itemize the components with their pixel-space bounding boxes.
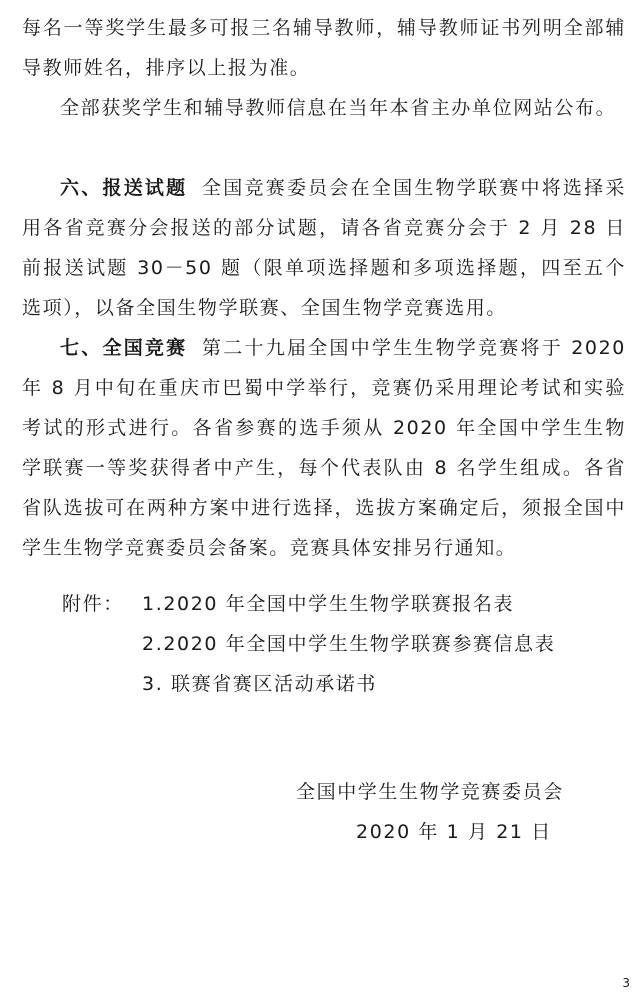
section-7-heading: 七、全国竞赛 — [60, 337, 188, 359]
section-6-body: 全国竞赛委员会在全国生物学联赛中将选择采用各省竞赛分会报送的部分试题，请各省竞赛分会于 2 月 28 日前报送试题 30－50 题（限单项选择题和多项选择题，四至五个选项），以备全国生物学联赛、全国生物学竞赛选用。 — [22, 177, 626, 319]
attachment-item-3: 3. 联赛省赛区活动承诺书 — [142, 673, 377, 695]
attachment-item-1: 1.2020 年全国中学生生物学联赛报名表 — [142, 593, 515, 615]
paragraph-publish: 全部获奖学生和辅导教师信息在当年本省主办单位网站公布。 — [60, 97, 617, 119]
attachments-label: 附件： — [62, 593, 124, 615]
page-number: 3 — [622, 976, 630, 990]
signature-date: 2020 年 1 月 21 日 — [356, 821, 552, 843]
section-7 — [22, 328, 626, 568]
section-6 — [22, 168, 626, 328]
signature-org: 全国中学生生物学竞赛委员会 — [296, 781, 564, 803]
paragraph-teachers: 每名一等奖学生最多可报三名辅导教师，辅导教师证书列明全部辅导教师姓名，排序以上报为准。 — [22, 17, 626, 79]
section-6-heading: 六、报送试题 — [60, 177, 188, 199]
attachment-item-2: 2.2020 年全国中学生生物学联赛参赛信息表 — [142, 633, 556, 655]
section-7-body: 第二十九届全国中学生生物学竞赛将于 2020 年 8 月中旬在重庆市巴蜀中学举行，竞赛仍采用理论考试和实验考试的形式进行。各省参赛的选手须从 2020 年全国中学生生物学联赛一等奖获得者中产生，每个代表队由 8 名学生组成。各省省队选拔可在两种方案中进行选择，选拔方案确定后，须报全国中学生生物学竞赛委员会备案。竞赛具体安排另行通知。 — [22, 337, 626, 559]
